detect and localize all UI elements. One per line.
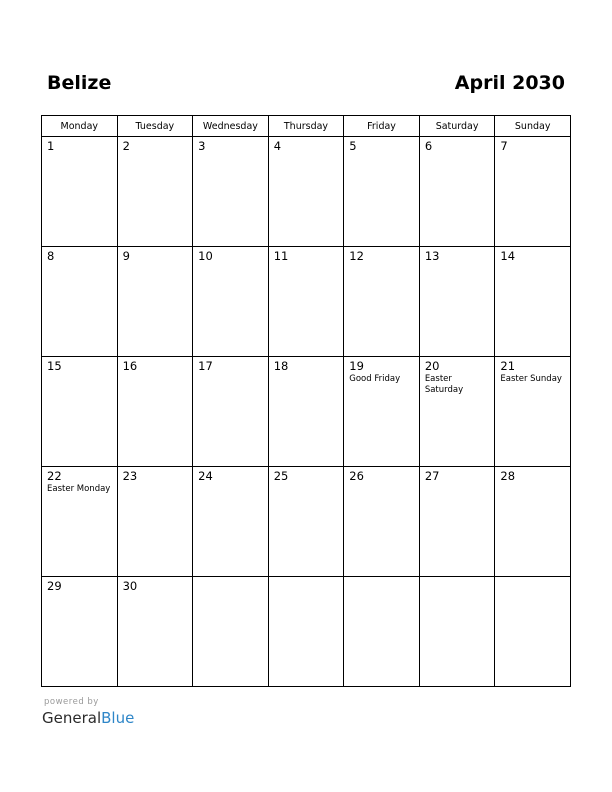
day-cell [117, 137, 193, 247]
holiday-label [118, 153, 193, 154]
holiday-label [193, 153, 268, 154]
weekday-header-row [42, 116, 571, 137]
day-cell [117, 247, 193, 357]
holiday-label [344, 580, 419, 581]
day-number: 26 [349, 469, 364, 483]
weekday-header: Monday [42, 116, 118, 137]
day-cell [419, 577, 495, 687]
weekday-header: Friday [344, 116, 420, 137]
day-number: 20 [424, 359, 440, 373]
day-cell [42, 137, 118, 247]
holiday-label: Easter Saturday [424, 374, 464, 395]
day-cell [344, 137, 420, 247]
day-cell [117, 577, 193, 687]
day-cell [344, 577, 420, 687]
brand-logo-part1: General [42, 709, 102, 727]
day-number: 10 [198, 249, 213, 263]
day-number: 9 [122, 249, 130, 263]
holiday-label [269, 580, 344, 581]
day-cell [42, 357, 118, 467]
holiday-label: Good Friday [349, 374, 401, 384]
week-row [42, 137, 571, 247]
holiday-label [269, 483, 344, 484]
brand-logo[interactable] [42, 708, 134, 728]
day-cell [495, 467, 571, 577]
day-number: 28 [500, 469, 516, 483]
calendar-grid [41, 115, 571, 687]
brand-logo-part2: Blue [101, 709, 135, 727]
day-number: 8 [47, 249, 55, 263]
holiday-label [42, 593, 117, 594]
day-number: 30 [122, 579, 138, 593]
day-cell [419, 137, 495, 247]
day-cell [42, 577, 118, 687]
holiday-label [193, 580, 268, 581]
holiday-label [193, 263, 268, 264]
week-row [42, 247, 571, 357]
day-cell [344, 467, 420, 577]
day-number: 21 [500, 359, 516, 373]
holiday-label [344, 483, 419, 484]
day-cell [193, 357, 269, 467]
day-cell [495, 137, 571, 247]
holiday-label [495, 580, 570, 581]
month-year-title: April 2030 [454, 72, 565, 94]
day-cell [193, 467, 269, 577]
day-cell [344, 357, 420, 467]
day-cell [495, 357, 571, 467]
holiday-label [420, 153, 495, 154]
day-cell [193, 247, 269, 357]
day-number: 3 [198, 139, 206, 153]
holiday-label [118, 593, 193, 594]
week-row [42, 577, 571, 687]
day-cell [495, 577, 571, 687]
day-cell [117, 467, 193, 577]
holiday-label [495, 263, 570, 264]
day-number: 6 [424, 139, 433, 153]
holiday-label [420, 580, 495, 581]
day-cell [117, 357, 193, 467]
day-cell [419, 357, 495, 467]
day-cell [268, 247, 344, 357]
day-cell [495, 247, 571, 357]
day-number: 29 [47, 579, 62, 593]
day-number: 19 [349, 359, 364, 373]
day-number: 16 [122, 359, 138, 373]
holiday-label [269, 263, 344, 264]
holiday-label [193, 483, 268, 484]
day-number: 1 [47, 139, 55, 153]
day-cell [268, 577, 344, 687]
day-cell [42, 467, 118, 577]
day-number: 22 [47, 469, 62, 483]
day-cell [268, 467, 344, 577]
day-number: 17 [198, 359, 213, 373]
day-number: 5 [349, 139, 357, 153]
holiday-label [193, 373, 268, 374]
holiday-label [269, 153, 344, 154]
holiday-label [118, 263, 193, 264]
day-cell [419, 247, 495, 357]
day-cell [193, 137, 269, 247]
holiday-label [420, 263, 495, 264]
holiday-label [42, 153, 117, 154]
day-number: 4 [273, 139, 282, 153]
powered-by-text: powered by [44, 697, 99, 707]
day-cell [268, 357, 344, 467]
day-cell [193, 577, 269, 687]
holiday-label [42, 373, 117, 374]
weekday-header: Wednesday [193, 116, 269, 137]
week-row [42, 467, 571, 577]
day-number: 15 [47, 359, 62, 373]
holiday-label [420, 483, 495, 484]
holiday-label [495, 153, 570, 154]
day-number: 24 [198, 469, 213, 483]
holiday-label: Easter Sunday [500, 374, 562, 384]
holiday-label [42, 263, 117, 264]
day-cell [419, 467, 495, 577]
holiday-label [344, 153, 419, 154]
day-number: 23 [122, 469, 138, 483]
day-number: 7 [500, 139, 508, 153]
country-title: Belize [47, 72, 112, 94]
day-number: 25 [273, 469, 289, 483]
day-cell [268, 137, 344, 247]
day-number: 12 [349, 249, 364, 263]
day-number: 18 [273, 359, 289, 373]
holiday-label [118, 373, 193, 374]
week-row [42, 357, 571, 467]
day-number: 11 [273, 249, 289, 263]
day-number: 27 [424, 469, 440, 483]
weekday-header: Sunday [495, 116, 571, 137]
day-number: 2 [122, 139, 130, 153]
day-number: 14 [500, 249, 516, 263]
holiday-label [269, 373, 344, 374]
holiday-label [344, 263, 419, 264]
holiday-label [495, 483, 570, 484]
weekday-header: Thursday [268, 116, 344, 137]
day-cell [42, 247, 118, 357]
day-cell [344, 247, 420, 357]
weekday-header: Tuesday [117, 116, 193, 137]
holiday-label: Easter Monday [47, 484, 111, 494]
day-number: 13 [424, 249, 440, 263]
weekday-header: Saturday [419, 116, 495, 137]
holiday-label [118, 483, 193, 484]
